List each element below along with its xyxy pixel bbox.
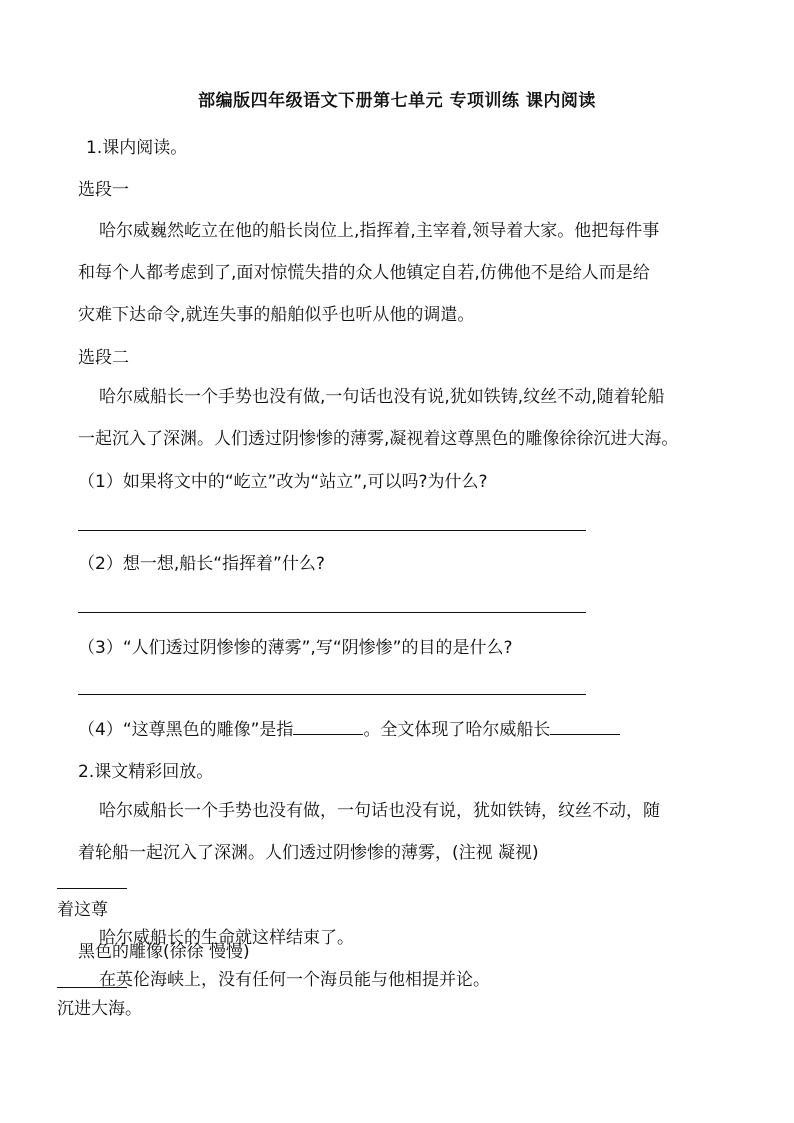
replay-line-text: 着轮船一起沉入了深渊。人们透过阴惨惨的薄雾，(注视 凝视) xyxy=(78,843,539,863)
sub-question-2: （2）想一想,船长“指挥着”什么? xyxy=(78,554,325,574)
replay-paragraph xyxy=(57,790,724,1030)
question-2-heading: 2.课文精彩回放。 xyxy=(78,762,214,782)
replay-line-text: 着这尊 xyxy=(57,900,108,920)
sub-question-4-part-b: 。全文体现了哈尔威船长 xyxy=(363,720,551,740)
excerpt-1-line: 哈尔威巍然屹立在他的船长岗位上,指挥着,主宰着,领导着大家。他把每件事 xyxy=(99,221,660,241)
excerpt-2-text xyxy=(78,376,724,460)
blank-spirit[interactable] xyxy=(550,720,620,735)
sub-question-4 xyxy=(78,718,620,742)
excerpt-2-line: 一起沉入了深渊。人们透过阴惨惨的薄雾,凝视着这尊黑色的雕像徐徐沉进大海。 xyxy=(78,429,679,449)
replay-line xyxy=(57,832,724,931)
excerpt-1-line: 灾难下达命令,就连失事的船舶似乎也听从他的调遣。 xyxy=(78,305,475,325)
excerpt-2-line: 哈尔威船长一个手势也没有做,一句话也没有说,犹如铁铸,纹丝不动,随着轮船 xyxy=(99,387,665,407)
sub-question-3: （3）“人们透过阴惨惨的薄雾”,写“阴惨惨”的目的是什么? xyxy=(78,638,513,658)
replay-line-text: 沉进大海。 xyxy=(57,999,142,1019)
excerpt-1-line: 和每个人都考虑到了,面对惊慌失措的众人他镇定自若,仿佛他不是给人而是给 xyxy=(78,263,650,283)
answer-line-1[interactable] xyxy=(78,530,586,531)
blank-sculpture[interactable] xyxy=(293,720,363,735)
blank-word-choice-1[interactable] xyxy=(57,874,127,889)
excerpt-1-label: 选段一 xyxy=(78,180,129,200)
sub-question-4-part-a: （4）“这尊黑色的雕像”是指 xyxy=(78,720,294,740)
sub-question-1: （1）如果将文中的“屹立”改为“站立”,可以吗?为什么? xyxy=(78,472,488,492)
replay-paragraph-3: 在英伦海峡上，没有任何一个海员能与他相提并论。 xyxy=(99,970,490,990)
excerpt-2-label: 选段二 xyxy=(78,348,129,368)
excerpt-1-text xyxy=(78,210,724,336)
replay-line: 哈尔威船长一个手势也没有做，一句话也没有说，犹如铁铸，纹丝不动，随 xyxy=(99,801,660,821)
replay-paragraph-2: 哈尔威船长的生命就这样结束了。 xyxy=(99,928,354,948)
page-title: 部编版四年级语文下册第七单元 专项训练 课内阅读 xyxy=(198,91,596,111)
answer-line-3[interactable] xyxy=(78,694,586,695)
replay-line-text: 黑色的雕像(徐徐 慢慢) xyxy=(78,942,250,962)
answer-line-2[interactable] xyxy=(78,612,586,613)
question-1-heading: 1.课内阅读。 xyxy=(86,138,188,158)
